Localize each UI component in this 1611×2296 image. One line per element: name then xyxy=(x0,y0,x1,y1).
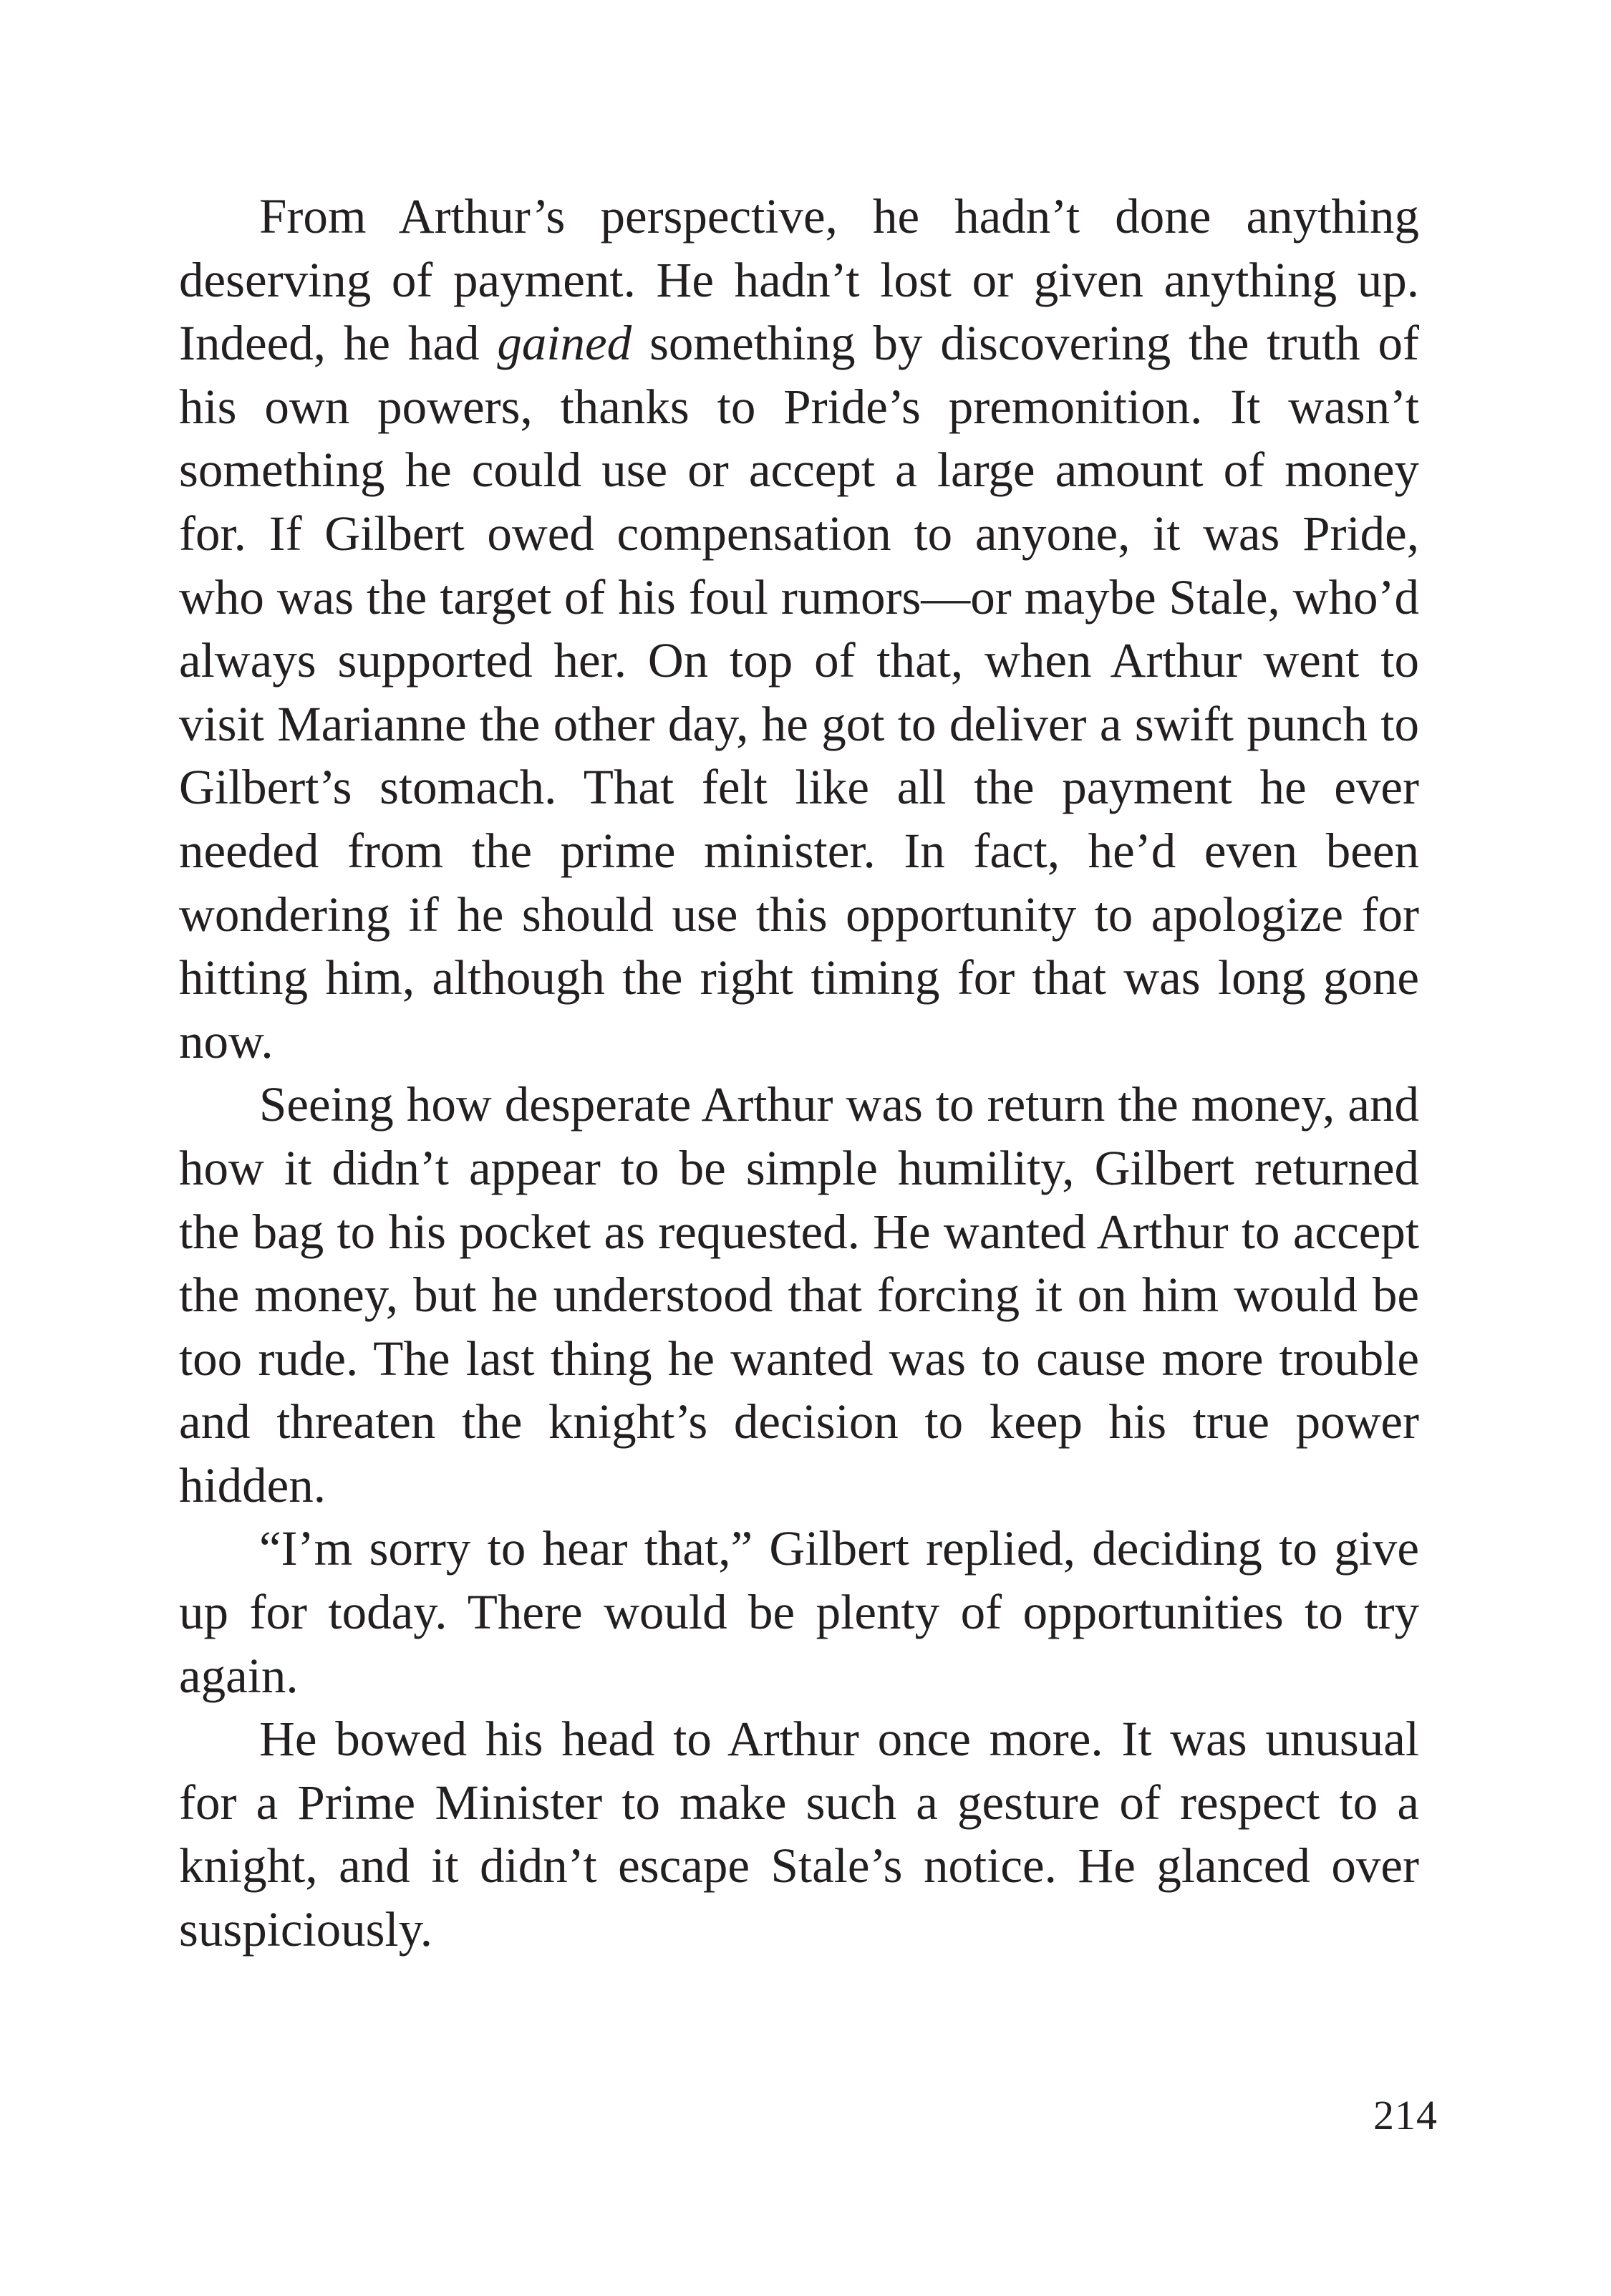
paragraph-3: “I’m sorry to hear that,” Gilbert replied, deciding to give up for today. There would be plenty of opportunities to try again. xyxy=(179,1521,1419,1703)
emphasized-word: gained xyxy=(497,316,632,371)
paragraph-4: He bowed his head to Arthur once more. It was unusual for a Prime Minister to make such a gesture of respect to a knight, and it didn’t escape Stale’s notice. He glanced over suspiciously. xyxy=(179,1712,1419,1957)
paragraph-1 xyxy=(179,185,1419,1073)
body-text xyxy=(179,185,1419,1962)
paragraph-1-start: From Arthur’s perspective, he hadn’t done anything deserving of payment. He hadn’t lost or given anything up. Indeed, he had xyxy=(179,189,1419,371)
paragraph-2: Seeing how desperate Arthur was to return the money, and how it didn’t appear to be simple humility, Gilbert returned the bag to his pocket as requested. He wanted Arthur to accept the money, but he understood that forcing it on him would be too rude. The last thing he wanted was to cause more trouble and threaten the knight’s decision to keep his true power hidden. xyxy=(179,1077,1419,1513)
paragraph-1-end: something by discovering the truth of his own powers, thanks to Pride’s premonition. It wasn’t something he could use or accept a large amount of money for. If Gilbert owed compensation to anyone, it was Pride, who was the target of his foul rumors—or maybe Stale, who’d always supported her. On top of that, when Arthur went to visit Marianne the other day, he got to deliver a swift punch to Gilbert’s stomach. That felt like all the payment he ever needed from the prime minister. In fact, he’d even been wondering if he should use this opportunity to apologize for hitting him, although the right timing for that was long gone now. xyxy=(179,316,1419,1069)
page-number: 214 xyxy=(1373,2092,1438,2138)
